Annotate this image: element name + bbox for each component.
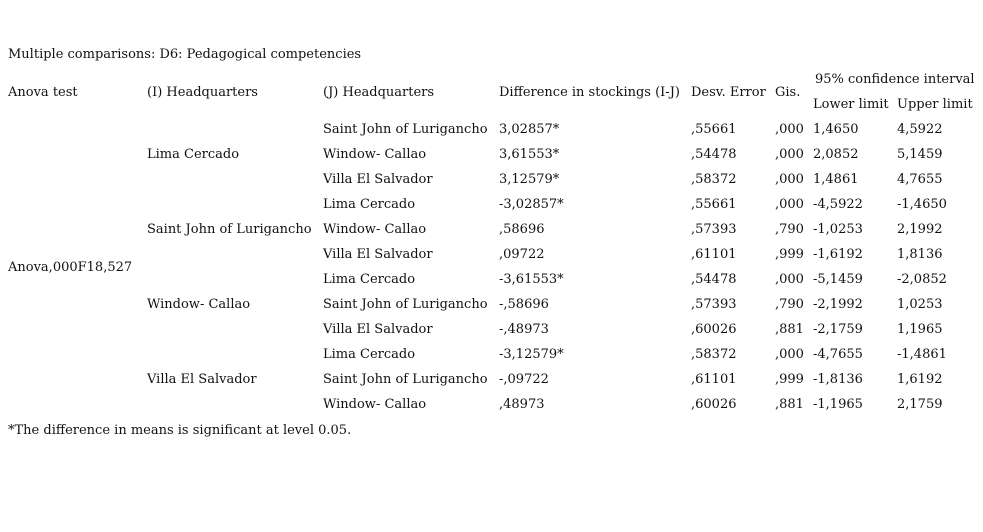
cell-i-headquarters: Villa El Salvador	[147, 372, 257, 387]
cell-significance: ,790	[775, 297, 804, 312]
cell-mean-difference: -3,61553*	[499, 272, 564, 287]
cell-upper-limit: 1,6192	[897, 372, 943, 387]
footnote: *The difference in means is significant at level 0.05.	[8, 423, 352, 438]
cell-upper-limit: 4,5922	[897, 122, 943, 137]
cell-lower-limit: -2,1759	[813, 322, 863, 337]
cell-mean-difference: 3,61553*	[499, 147, 560, 162]
cell-upper-limit: 5,1459	[897, 147, 943, 162]
cell-lower-limit: -1,8136	[813, 372, 863, 387]
header-mean-difference: Difference in stockings (I-J)	[499, 85, 680, 100]
cell-i-headquarters: Window- Callao	[147, 297, 251, 312]
cell-mean-difference: -,09722	[499, 372, 549, 387]
cell-j-headquarters: Villa El Salvador	[323, 247, 433, 262]
cell-significance: ,881	[775, 322, 804, 337]
cell-lower-limit: -1,6192	[813, 247, 863, 262]
cell-j-headquarters: Saint John of Lurigancho	[323, 122, 488, 137]
cell-significance: ,000	[775, 122, 804, 137]
cell-i-headquarters: Lima Cercado	[147, 147, 240, 162]
cell-j-headquarters: Saint John of Lurigancho	[323, 372, 488, 387]
cell-std-error: ,55661	[691, 122, 737, 137]
cell-mean-difference: -3,12579*	[499, 347, 564, 362]
cell-j-headquarters: Villa El Salvador	[323, 172, 433, 187]
cell-std-error: ,54478	[691, 147, 737, 162]
header-std-error: Desv. Error	[691, 85, 766, 100]
cell-significance: ,999	[775, 247, 804, 262]
cell-std-error: ,57393	[691, 297, 737, 312]
cell-j-headquarters: Lima Cercado	[323, 272, 416, 287]
cell-upper-limit: 1,8136	[897, 247, 943, 262]
cell-std-error: ,55661	[691, 197, 737, 212]
cell-upper-limit: 2,1759	[897, 397, 943, 412]
cell-j-headquarters: Saint John of Lurigancho	[323, 297, 488, 312]
cell-upper-limit: -2,0852	[897, 272, 947, 287]
cell-std-error: ,57393	[691, 222, 737, 237]
cell-mean-difference: ,48973	[499, 397, 545, 412]
cell-mean-difference: 3,12579*	[499, 172, 560, 187]
header-significance: Gis.	[775, 85, 801, 100]
cell-significance: ,790	[775, 222, 804, 237]
cell-std-error: ,61101	[691, 247, 737, 262]
cell-j-headquarters: Villa El Salvador	[323, 322, 433, 337]
cell-mean-difference: ,09722	[499, 247, 545, 262]
cell-j-headquarters: Window- Callao	[323, 397, 427, 412]
cell-significance: ,000	[775, 172, 804, 187]
cell-lower-limit: -2,1992	[813, 297, 863, 312]
cell-j-headquarters: Window- Callao	[323, 222, 427, 237]
cell-upper-limit: 2,1992	[897, 222, 943, 237]
cell-lower-limit: -4,5922	[813, 197, 863, 212]
cell-upper-limit: -1,4861	[897, 347, 947, 362]
cell-significance: ,000	[775, 272, 804, 287]
cell-std-error: ,61101	[691, 372, 737, 387]
cell-mean-difference: -,58696	[499, 297, 549, 312]
cell-test-label: Anova,000F18,527	[8, 260, 133, 275]
header-confidence-interval: 95% confidence interval	[815, 72, 975, 87]
cell-mean-difference: 3,02857*	[499, 122, 560, 137]
header-lower-limit: Lower limit	[813, 97, 889, 112]
cell-mean-difference: -,48973	[499, 322, 549, 337]
cell-std-error: ,58372	[691, 347, 737, 362]
cell-lower-limit: -1,0253	[813, 222, 863, 237]
cell-std-error: ,60026	[691, 322, 737, 337]
cell-upper-limit: -1,4650	[897, 197, 947, 212]
cell-mean-difference: -3,02857*	[499, 197, 564, 212]
header-upper-limit: Upper limit	[897, 97, 973, 112]
cell-lower-limit: -4,7655	[813, 347, 863, 362]
cell-j-headquarters: Window- Callao	[323, 147, 427, 162]
cell-upper-limit: 1,1965	[897, 322, 943, 337]
cell-significance: ,000	[775, 147, 804, 162]
cell-significance: ,000	[775, 347, 804, 362]
cell-lower-limit: 1,4650	[813, 122, 859, 137]
cell-j-headquarters: Lima Cercado	[323, 197, 416, 212]
header-test: Anova test	[8, 85, 78, 100]
cell-j-headquarters: Lima Cercado	[323, 347, 416, 362]
cell-significance: ,999	[775, 372, 804, 387]
cell-i-headquarters: Saint John of Lurigancho	[147, 222, 312, 237]
cell-mean-difference: ,58696	[499, 222, 545, 237]
cell-significance: ,000	[775, 197, 804, 212]
cell-significance: ,881	[775, 397, 804, 412]
cell-std-error: ,54478	[691, 272, 737, 287]
header-j-headquarters: (J) Headquarters	[323, 85, 435, 100]
header-i-headquarters: (I) Headquarters	[147, 85, 258, 100]
cell-lower-limit: 2,0852	[813, 147, 859, 162]
cell-std-error: ,58372	[691, 172, 737, 187]
cell-lower-limit: -5,1459	[813, 272, 863, 287]
cell-lower-limit: -1,1965	[813, 397, 863, 412]
cell-upper-limit: 1,0253	[897, 297, 943, 312]
table-title: Multiple comparisons: D6: Pedagogical competencies	[8, 47, 362, 62]
cell-lower-limit: 1,4861	[813, 172, 859, 187]
cell-std-error: ,60026	[691, 397, 737, 412]
cell-upper-limit: 4,7655	[897, 172, 943, 187]
